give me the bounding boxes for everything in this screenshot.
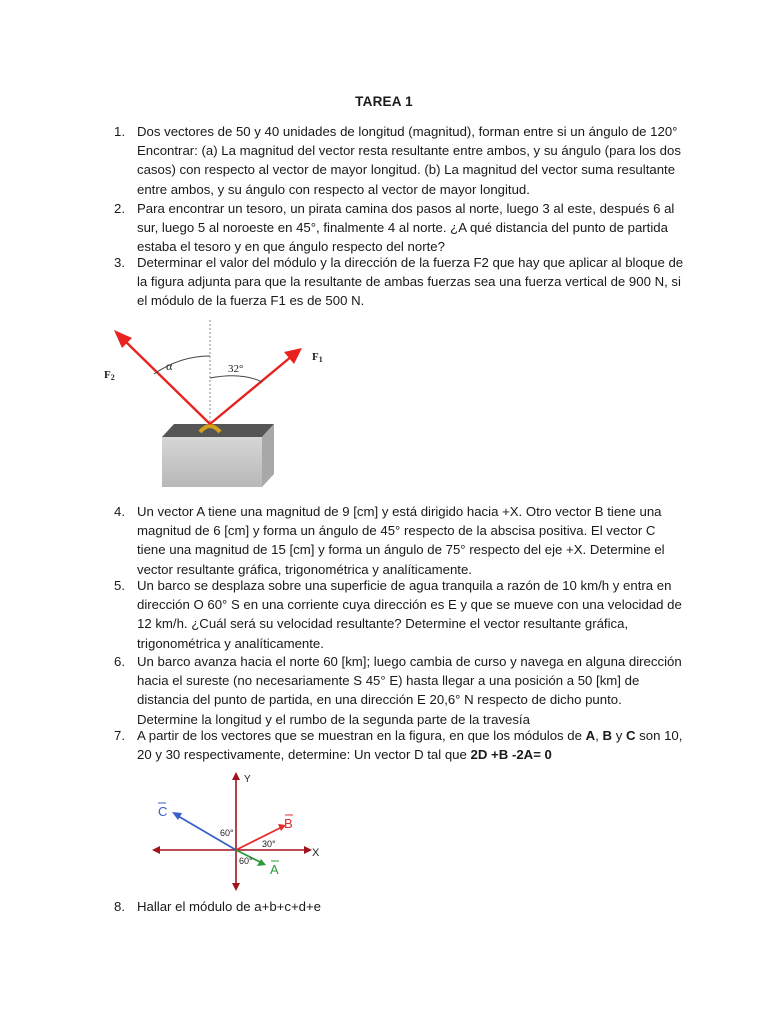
item-text: Un vector A tiene una magnitud de 9 [cm] y está dirigido hacia +X. Otro vector B tiene una magnitud de 6 [cm] y forma un ángulo de 45° respecto de la abscisa positiva. El vector C tiene una magnitud de 15 [cm] y forma un ángulo de 75° respecto del eje +X. Determine el vector resultante gráfica, trigonométrica y analíticamente. — [137, 504, 665, 577]
page-title: TAREA 1 — [355, 94, 413, 109]
list-item — [114, 199, 684, 257]
y-axis-label: Y — [244, 774, 251, 785]
angle-32-label: 32° — [228, 363, 244, 375]
x-axis-label: X — [312, 847, 320, 859]
list-item — [114, 122, 684, 199]
list-item — [114, 897, 684, 916]
vector-diagram — [150, 770, 330, 892]
vector-b-label: B — [284, 816, 293, 831]
item-number: 6. — [114, 654, 125, 669]
force-diagram — [92, 320, 352, 491]
item-text: Hallar el módulo de a+b+c+d+e — [137, 899, 322, 914]
alpha-label: α — [166, 359, 173, 373]
f2-label: F2 — [104, 369, 115, 382]
item-text: Dos vectores de 50 y 40 unidades de longitud (magnitud), forman entre si un ángulo de 120° Encontrar: (a) La magnitud del vector resta resultante entre ambos, y su ángulo (para los dos casos) con respecto al vector de mayor longitud. (b) La magnitud del vector suma resultante entre ambos, y su ángulo con respecto al vector de mayor longitud. — [137, 124, 681, 197]
item-number: 8. — [114, 899, 125, 914]
vector-c-label: C — [158, 804, 168, 819]
angle-32-arc — [210, 376, 262, 382]
list-item — [114, 652, 684, 729]
item-text: A partir de los vectores que se muestran en la figura, en que los módulos de A, B y C son 10, 20 y 30 respectivamente, determine: Un vector D tal que 2D +B -2A= 0 — [137, 728, 683, 763]
angle-60-upper-label: 60° — [220, 828, 234, 838]
angle-60-lower-label: 60° — [239, 856, 253, 866]
item-text: Para encontrar un tesoro, un pirata camina dos pasos al norte, luego 3 al este, después 6 al sur, luego 5 al noroeste en 45°, finalmente 4 al norte. ¿A qué distancia del punto de partida estaba el tesoro y en que ángulo respecto del norte? — [137, 201, 675, 255]
x-axis-neg-arrowhead — [152, 846, 160, 854]
f1-label: F1 — [312, 351, 323, 364]
x-axis-arrowhead — [304, 846, 312, 854]
list-item — [114, 726, 684, 764]
alpha-arc — [154, 356, 210, 374]
force-f1-arrow — [210, 356, 292, 424]
vector-diagram-svg — [150, 770, 330, 892]
angle-30-label: 30° — [262, 839, 276, 849]
item-text: Determinar el valor del módulo y la dirección de la fuerza F2 que hay que aplicar al bloque de la figura adjunta para que la resultante de ambas fuerzas sea una fuerza vertical de 900 N, si el módulo de la fuerza F1 es de 500 N. — [137, 255, 684, 309]
vector-a-arrowhead — [257, 859, 266, 866]
item-text: Un barco avanza hacia el norte 60 [km]; luego cambia de curso y navega en alguna dirección hacia el sureste (no necesariamente S 45° E) hasta llegar a una posición a 50 [km] de distancia del punto de partida, en una dirección E 20,6° N respecto de dicho punto. Determine la longitud y el rumbo de la segunda parte de la travesía — [137, 654, 682, 727]
item-number: 4. — [114, 504, 125, 519]
item-number: 3. — [114, 255, 125, 270]
y-axis-neg-arrowhead — [232, 883, 240, 891]
list-item — [114, 576, 684, 653]
force-diagram-svg — [92, 320, 352, 491]
item-number: 7. — [114, 728, 125, 743]
item-number: 2. — [114, 201, 125, 216]
block-front-face — [162, 437, 262, 487]
list-item — [114, 502, 684, 579]
item-number: 1. — [114, 124, 125, 139]
y-axis-arrowhead — [232, 772, 240, 780]
vector-c-arrowhead — [172, 812, 182, 820]
item-number: 5. — [114, 578, 125, 593]
item-text: Un barco se desplaza sobre una superficie de agua tranquila a razón de 10 km/h y entra en dirección O 60° S en una corriente cuya dirección es E y que se mueve con una velocidad de 12 km/h. ¿Cuál será su velocidad resultante? Determine el vector resultante gráfica, trigonométrica y analíticamente. — [137, 578, 682, 651]
list-item — [114, 253, 684, 311]
vector-a-label: A — [270, 862, 279, 877]
force-f2-arrow — [124, 340, 210, 424]
